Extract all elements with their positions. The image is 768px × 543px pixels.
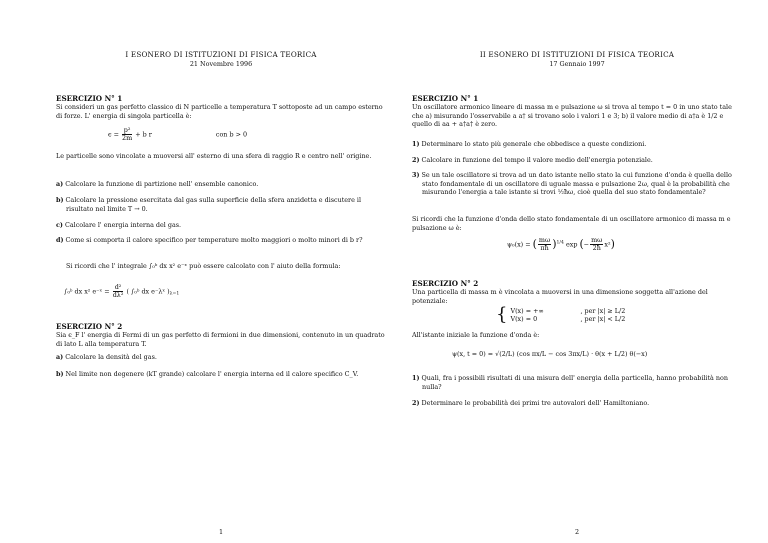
item-label: 2)	[412, 399, 420, 407]
psi0-fraction-1	[538, 237, 551, 252]
item-label: c)	[56, 221, 63, 229]
left-paren: (	[532, 237, 537, 251]
p1-energy-formula	[108, 127, 247, 142]
p1-hint-formula	[64, 284, 179, 299]
potential-expr: V(x) = 0	[510, 315, 538, 323]
p1-exercise-1-intro: Si consideri un gas perfetto classico di N particelle a temperatura T sottoposte ad un campo esterno di forze. L' energia di singola particella è:	[56, 103, 383, 120]
page-1	[56, 0, 386, 543]
energy-lhs: ϵ =	[108, 130, 119, 139]
item-label: d)	[56, 236, 64, 244]
item-text: Calcolare la pressione esercitata dal gas sulla superficie della sfera anzidetta e discutere il risultato nel limite T → 0.	[65, 196, 362, 213]
p2-ex2-item-2	[412, 399, 742, 408]
hint-derivative	[113, 284, 124, 299]
item-label: b)	[56, 370, 64, 378]
psi0-lhs: ψ₀(x) =	[507, 240, 531, 249]
p2-potential	[496, 306, 625, 324]
p2-exercise-2-title: ESERCIZIO N° 2	[412, 279, 479, 288]
item-label: 1)	[412, 140, 420, 148]
item-text: Come si comporta il calore specifico per temperature molto maggiori o molto minori di b r?	[65, 236, 363, 244]
psi0-den-2: 2ħ	[592, 244, 601, 252]
item-label: 2)	[412, 156, 420, 164]
potential-expr: V(x) = +∞	[510, 307, 544, 315]
p2-item-1	[412, 140, 742, 149]
p1-ex2-item-a	[56, 353, 386, 362]
psi0-num-1: mω	[538, 236, 551, 244]
page-1-title: I ESONERO DI ISTITUZIONI DI FISICA TEORICA	[125, 50, 317, 59]
item-text: Calcolare l' energia interna del gas.	[64, 221, 182, 229]
energy-fraction	[122, 127, 132, 142]
item-text: Determinare lo stato più generale che obbedisce a queste condizioni.	[421, 140, 647, 148]
page-2-number: 2	[574, 528, 580, 536]
hint-derivative-num: d²	[113, 284, 124, 292]
page-1-date: 21 Novembre 1996	[189, 60, 253, 68]
p1-exercise-2-title: ESERCIZIO N° 2	[56, 322, 123, 331]
item-text: Nel limite non degenere (kT grande) calcolare l' energia interna ed il calore specifico C_V.	[65, 370, 359, 378]
item-text: Quali, fra i possibili risultati di una misura dell' energia della particella, hanno probabilità non nulla?	[421, 374, 728, 391]
item-label: 3)	[412, 171, 420, 179]
item-label: a)	[56, 180, 64, 188]
psi0-power: 1/4	[556, 240, 564, 246]
psi0-exp: exp	[565, 240, 578, 249]
p1-exercise-1-text2: Le particelle sono vincolate a muoversi all' esterno di una sfera di raggio R e centro nell' origine.	[56, 152, 372, 160]
brace-icon: {	[496, 304, 508, 325]
p2-initial-text: All'istante iniziale la funzione d'onda è:	[412, 331, 540, 339]
item-text: Calcolare la funzione di partizione nell' ensemble canonico.	[65, 180, 259, 188]
p1-item-c	[56, 221, 386, 230]
item-label: b)	[56, 196, 64, 204]
p2-hint: Si ricordi che la funzione d'onda dello stato fondamentale di un oscillatore armonico di massa m e pulsazione ω è:	[412, 215, 731, 232]
potential-cond: , per |x| ≥ L/2	[580, 307, 626, 315]
psi0-fraction-2	[590, 237, 603, 252]
item-text: Calcolare in funzione del tempo il valore medio dell'energia potenziale.	[421, 156, 653, 164]
item-text: Determinare le probabilità dei primi tre autovalori dell' Hamiltoniano.	[421, 399, 650, 407]
p1-exercise-1-title: ESERCIZIO N° 1	[56, 94, 123, 103]
p2-exercise-1-intro: Un oscillatore armonico lineare di massa m e pulsazione ω si trova al tempo t = 0 in uno stato tale che a) misurando l'osservabile a a† si trovano solo i valori 1 e 3; b) il valore medio di a†a è 1/2 e quello di aa + a†a† è zero.	[412, 103, 732, 129]
psi0-den-1: πħ	[540, 244, 549, 252]
p2-psi0-formula: ψ₀(x) = ( $\frac{m\omega}{\pi ħ}$ )$^{1/4}$ exp (− $\frac{m\omega}{2ħ}$ x²)	[507, 236, 615, 252]
hint-derivative-den: dλ²	[112, 291, 124, 299]
p2-item-2	[412, 156, 742, 165]
p2-ex2-item-1	[412, 374, 742, 391]
p1-item-a	[56, 180, 386, 189]
item-label: 1)	[412, 374, 420, 382]
item-text: Calcolare la densità del gas.	[65, 353, 157, 361]
energy-rest: + b r	[135, 130, 152, 139]
p2-exercise-1-title: ESERCIZIO N° 1	[412, 94, 479, 103]
left-paren: (	[579, 237, 584, 251]
p1-hint: Si ricordi che l' integrale ∫₀ᵇ dx x² e⁻ˣ può essere calcolato con l' aiuto della formula:	[66, 262, 341, 270]
p1-item-b	[56, 196, 386, 213]
p2-exercise-2-intro: Una particella di massa m è vincolata a muoversi in una dimensione soggetta all'azione del potenziale:	[412, 288, 708, 305]
page-2-date: 17 Gennaio 1997	[549, 60, 605, 68]
p2-item-3	[412, 171, 742, 197]
right-paren: )	[610, 237, 615, 251]
hint-evaluated-at: λ=1	[169, 291, 180, 297]
psi0-tail: x²	[604, 240, 611, 249]
psi0-num-2: mω	[591, 236, 603, 244]
energy-numerator: p²	[123, 126, 131, 134]
energy-condition: con b > 0	[215, 130, 248, 139]
p2-wave-formula: ψ(x, t = 0) = √(2/L) (cos πx/L − cos 3πx/L) · θ(x + L/2) θ(−x)	[452, 350, 648, 358]
p1-item-d	[56, 236, 386, 245]
potential-cond: , per |x| < L/2	[580, 315, 626, 323]
page-2	[412, 0, 742, 543]
energy-denominator: 2m	[122, 134, 133, 142]
right-paren: )	[552, 237, 557, 251]
item-text: Se un tale oscillatore si trova ad un dato istante nello stato la cui funzione d'onda è quella dello stato fondamentale di un oscillatore di uguale massa e pulsazione 2ω, qual è la probabilità che misurando l'energia a tale istante si trovi ½ħω, cioè quella del suo stato fondamentale?	[421, 171, 732, 197]
item-label: a)	[56, 353, 64, 361]
hint-lhs: ∫₀ᵇ dx x² e⁻ˣ =	[64, 287, 110, 296]
p1-exercise-2-intro: Sia ϵ_F l' energia di Fermi di un gas perfetto di fermioni in due dimensioni, contenuto in un quadrato di lato L alla temperatura T.	[56, 331, 385, 348]
page-2-title: II ESONERO DI ISTITUZIONI DI FISICA TEORICA	[479, 50, 675, 59]
p1-ex2-item-b	[56, 370, 386, 379]
hint-rhs: ( ∫₀ᵇ dx e⁻λˣ )	[126, 287, 170, 296]
page-1-number: 1	[218, 528, 224, 536]
